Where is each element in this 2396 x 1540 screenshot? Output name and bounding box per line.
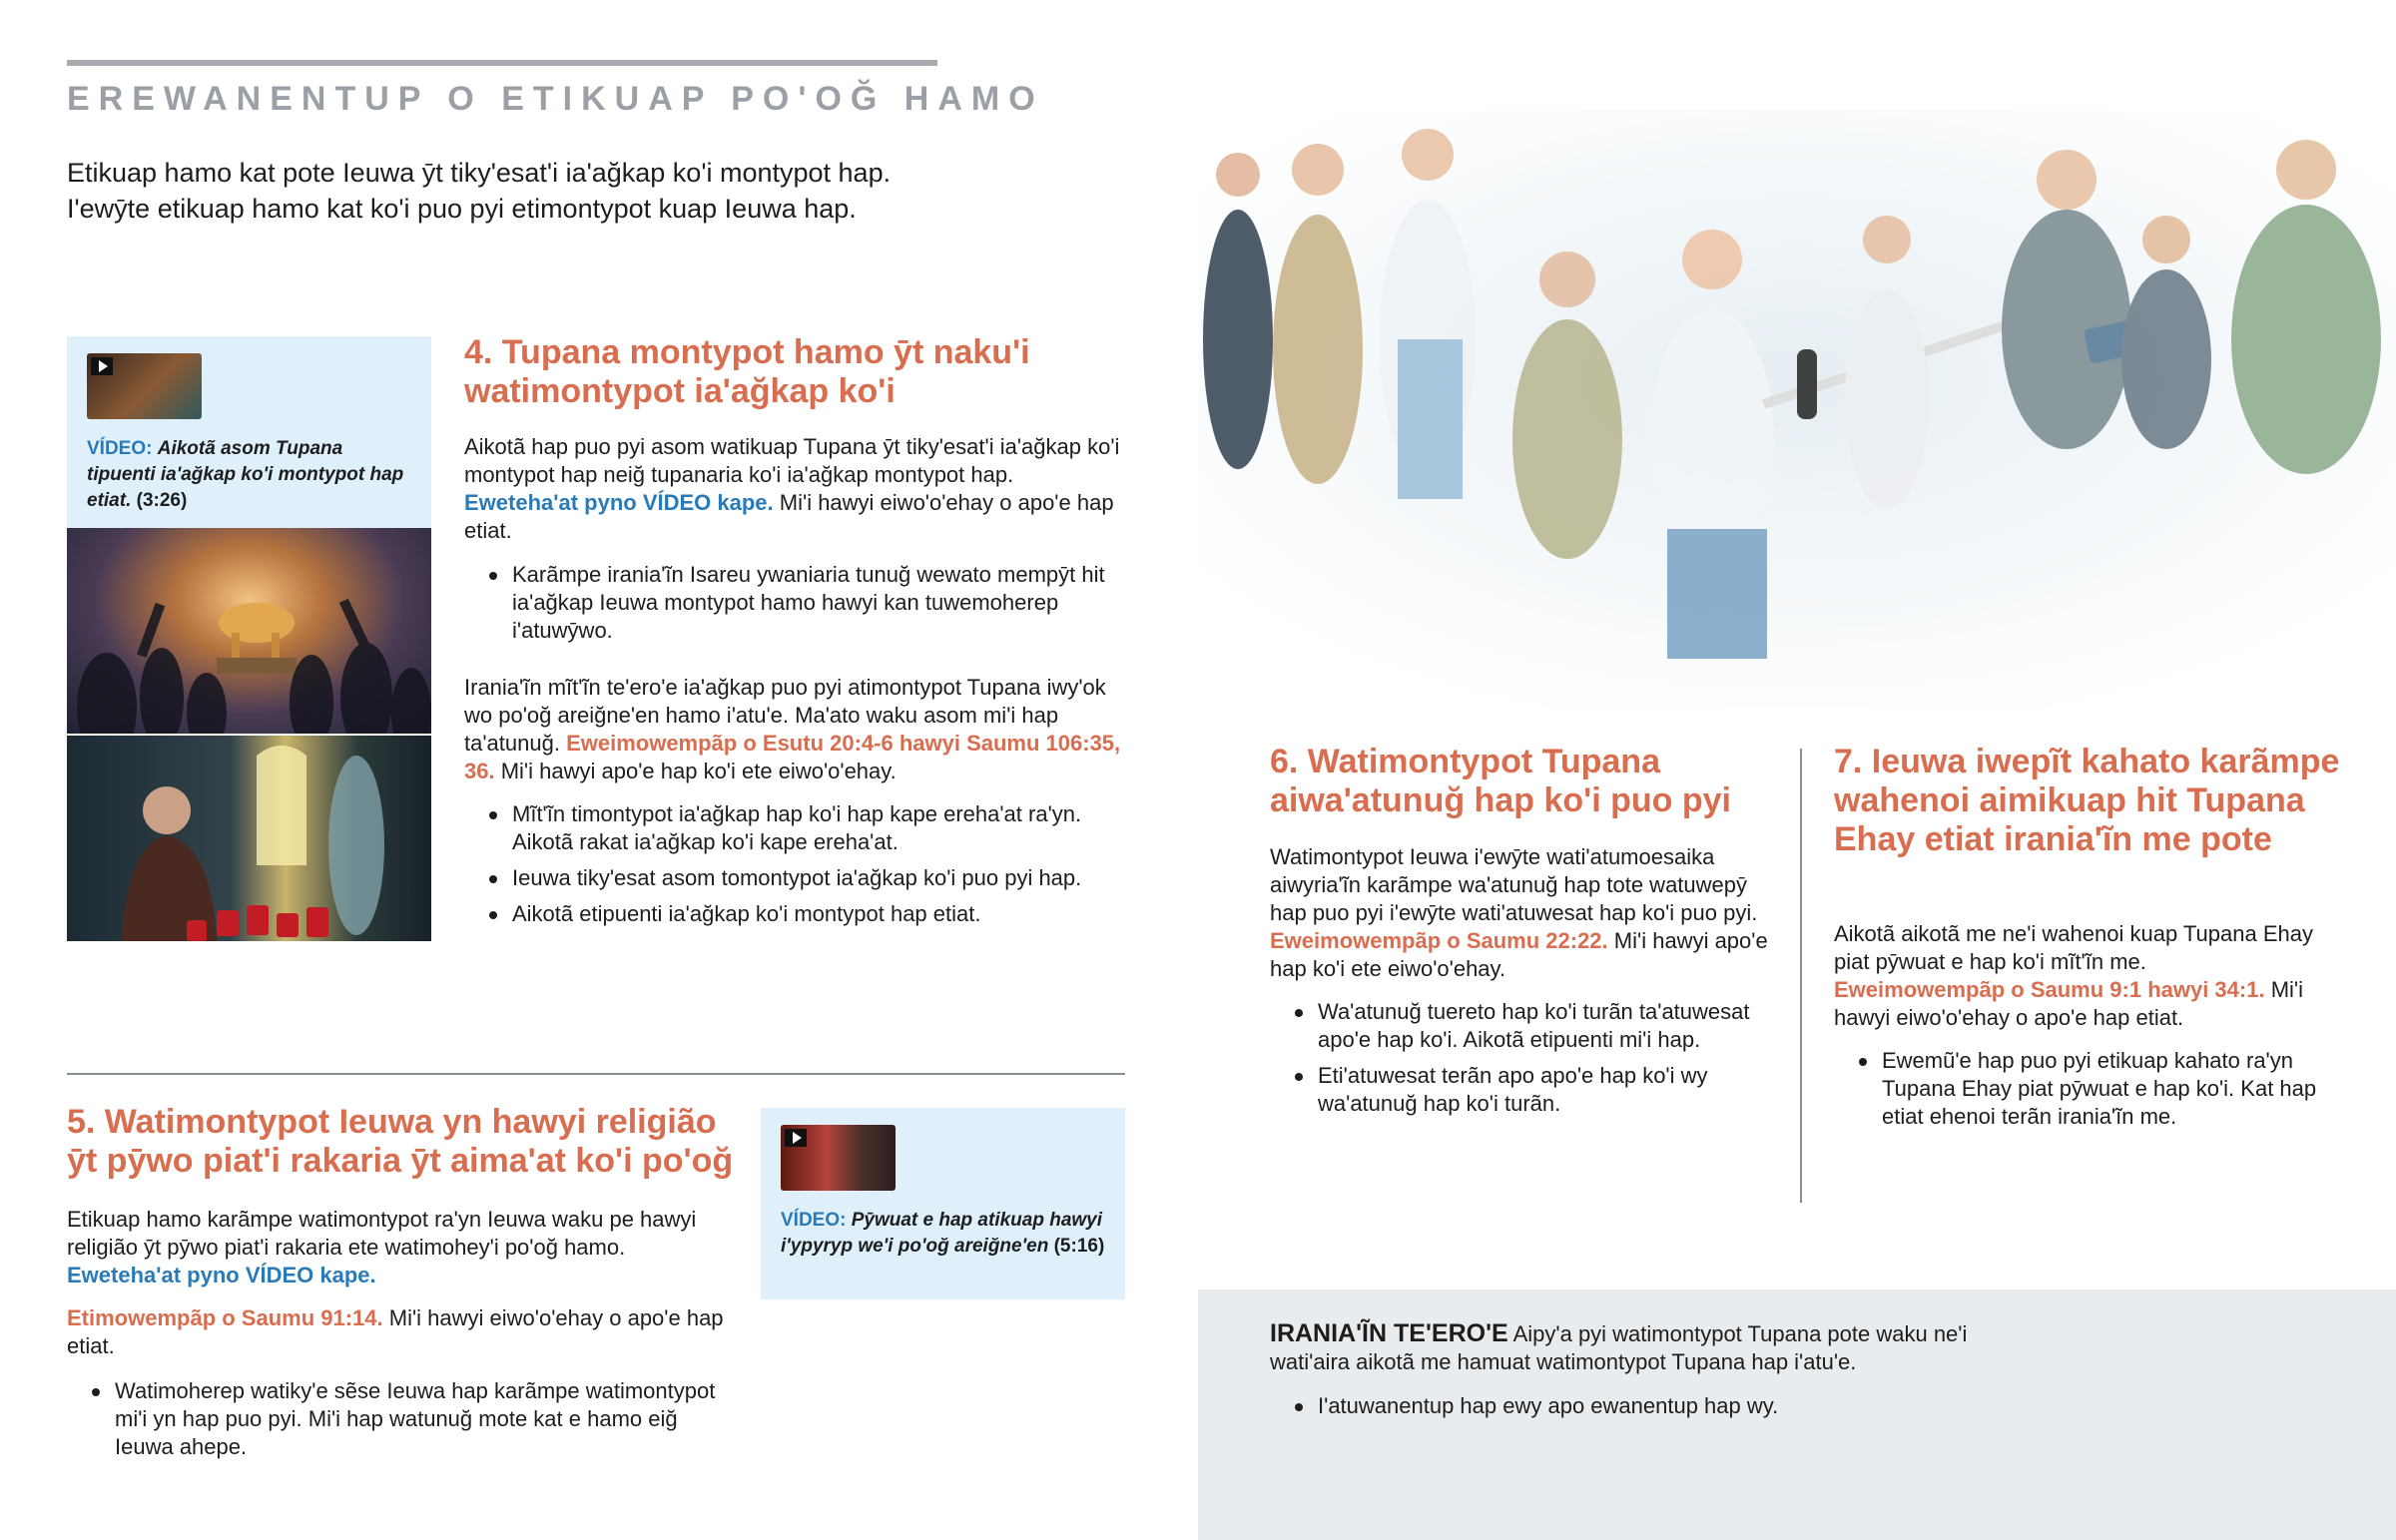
section-6-paragraph: Watimontypot Ieuwa i'ewӯte wati'atumoesaika aiwyria'ĩn karãmpe wa'atunuğ hap tote watuwepӯ hap puo pyi i'ewӯte wati'atuwesat hap ko'i puo pyi. Eweimowempãp o Saumu 22:22. Mi'i hawyi apo'e hap ko'i ete eiwo'o'ehay. <box>1270 844 1768 981</box>
video-box-5[interactable] <box>761 1108 1125 1299</box>
illustration-man-praying <box>67 736 431 941</box>
video-thumbnail[interactable] <box>781 1125 896 1191</box>
congregation-scene <box>1198 110 2396 709</box>
illustration-congregation <box>1198 110 2396 709</box>
section-6-title: 6. Watimontypot Tupana aiwa'atunuğ hap ko'i puo pyi <box>1270 743 1731 819</box>
play-icon <box>785 1129 807 1147</box>
list-item: Eti'atuwesat terãn apo apo'e hap ko'i wy wa'atunuğ hap ko'i turãn. <box>1270 1062 1769 1118</box>
section-divider <box>67 1073 1125 1075</box>
list-item: I'atuwanentup hap ewy apo ewanentup hap wy. <box>1270 1392 1989 1420</box>
section-5-paragraph: Etikuap hamo karãmpe watimontypot ra'yn Ieuwa waku pe hawyi religião ӯt pӯwo piat'i rakaria ete watimohey'i po'oğ hamo. Eweteha'at pyno VÍDEO kape. <box>67 1207 697 1287</box>
video-caption: VÍDEO: Pӯwuat e hap atikuap hawyi i'ypyryp we'i po'oğ areiğne'en (5:16) <box>781 1210 1105 1257</box>
section-4-bullets-1 <box>464 561 1123 653</box>
section-7-title: 7. Ieuwa iwepĩt kahato karãmpe wahenoi aimikuap hit Tupana Ehay etiat irania'ĩn me pote <box>1834 743 2340 858</box>
watch-video-link[interactable]: Eweteha'at pyno VÍDEO kape. <box>464 490 774 515</box>
list-item: Mĩt'ĩn timontypot ia'ağkap hap ko'i hap kape ereha'at ra'yn. Aikotã rakat ia'ağkap ko'i kape ereha'at. <box>464 800 1123 856</box>
golden-calf-scene <box>67 528 431 734</box>
section-4-bullets-2 <box>464 800 1123 936</box>
section-4-paragraph-1: Aikotã hap puo pyi asom watikuap Tupana ӯt tiky'esat'i ia'ağkap ko'i montypot hap neiğ tupanaria ko'i ia'ağkap montypot hap. Eweteha'at pyno VÍDEO kape. Mi'i hawyi eiwo'o'ehay o apo'e hap etiat. <box>464 434 1120 543</box>
section-5-reference: Etimowempãp o Saumu 91:14. Mi'i hawyi eiwo'o'ehay o apo'e hap etiat. <box>67 1305 724 1358</box>
list-item: Ewemũ'e hap puo pyi etikuap kahato ra'yn Tupana Ehay piat pӯwuat e hap ko'i. Kat hap etiat ehenoi terãn irania'ĩn me. <box>1834 1047 2323 1131</box>
scripture-reference[interactable]: Eweimowempãp o Saumu 22:22. <box>1270 928 1608 953</box>
scripture-reference[interactable]: Eweimowempãp o Esutu 20:4-6 hawyi Saumu 106:35, 36. <box>464 731 1121 783</box>
list-item: Ieuwa tiky'esat asom tomontypot ia'ağkap ko'i puo pyi hap. <box>464 864 1123 892</box>
others-say-title: IRANIA'ĨN TE'ERO'E <box>1270 1319 1508 1347</box>
section-5-bullets <box>67 1377 731 1469</box>
church-scene <box>67 736 431 941</box>
intro-text: Etikuap hamo kat pote Ieuwa ӯt tiky'esat'i ia'ağkap ko'i montypot hap. I'ewӯte etikuap hamo kat ko'i puo pyi etimontypot kuap Ieuwa hap. <box>67 158 892 224</box>
list-item: Aikotã etipuenti ia'ağkap ko'i montypot hap etiat. <box>464 900 1123 928</box>
section-4-paragraph-2: Irania'ĩn mĩt'ĩn te'ero'e ia'ağkap puo pyi atimontypot Tupana iwy'ok wo po'oğ areiğne'en hamo i'atu'e. Ma'ato waku asom mi'i hap ta'atunuğ. Eweimowempãp o Esutu 20:4-6 hawyi Saumu 106:35, 36. Mi'i hawyi apo'e hap ko'i ete eiwo'o'ehay. <box>464 675 1121 783</box>
column-divider <box>1800 749 1802 1203</box>
header-rule <box>67 60 937 66</box>
scripture-reference[interactable]: Eweimowempãp o Saumu 9:1 hawyi 34:1. <box>1834 977 2265 1002</box>
video-caption: VÍDEO: Aikotã asom Tupana tipuenti ia'ağkap ko'i montypot hap etiat. (3:26) <box>87 438 404 511</box>
section-6-bullets <box>1270 998 1769 1126</box>
watch-video-link[interactable]: Eweteha'at pyno VÍDEO kape. <box>67 1263 376 1287</box>
section-4-title: 4. Tupana montypot hamo ӯt naku'i watimontypot ia'ağkap ko'i <box>464 333 1030 410</box>
others-say-bullets <box>1270 1392 1989 1428</box>
video-box-4[interactable] <box>67 336 431 528</box>
play-icon <box>91 357 113 375</box>
list-item: Watimoherep watiky'e sẽse Ieuwa hap karãmpe watimontypot mi'i yn hap puo pyi. Mi'i hap watunuğ mote kat e hamo eiğ Ieuwa ahepe. <box>67 1377 731 1461</box>
list-item: Karãmpe irania'ĩn Isareu ywaniaria tunuğ wewato mempӯt hit ia'ağkap Ieuwa montypot hamo hawyi kan tuwemoherep i'atuwӯwo. <box>464 561 1123 645</box>
list-item: Wa'atunuğ tuereto hap ko'i turãn ta'atuwesat apo'e hap ko'i. Aikotã etipuenti mi'i hap. <box>1270 998 1769 1054</box>
scripture-reference[interactable]: Etimowempãp o Saumu 91:14. <box>67 1305 383 1330</box>
section-kicker: EREWANENTUP O ETIKUAP PO'OĞ HAMO <box>67 80 1044 118</box>
video-thumbnail[interactable] <box>87 353 202 419</box>
illustration-golden-calf <box>67 528 431 734</box>
section-5-title: 5. Watimontypot Ieuwa yn hawyi religião ӯt pӯwo piat'i rakaria ӯt aima'at ko'i po'oğ <box>67 1103 734 1180</box>
section-7-paragraph: Aikotã aikotã me ne'i wahenoi kuap Tupana Ehay piat pӯwuat e hap ko'i mĩt'ĩn me. Eweimowempãp o Saumu 9:1 hawyi 34:1. Mi'i hawyi eiwo'o'ehay o apo'e hap etiat. <box>1834 921 2313 1030</box>
section-7-bullets <box>1834 1047 2323 1139</box>
others-say-text: IRANIA'ĨN TE'ERO'E Aipy'a pyi watimontypot Tupana pote waku ne'i wati'aira aikotã me hamuat watimontypot Tupana hap i'atu'e. <box>1270 1319 1968 1374</box>
